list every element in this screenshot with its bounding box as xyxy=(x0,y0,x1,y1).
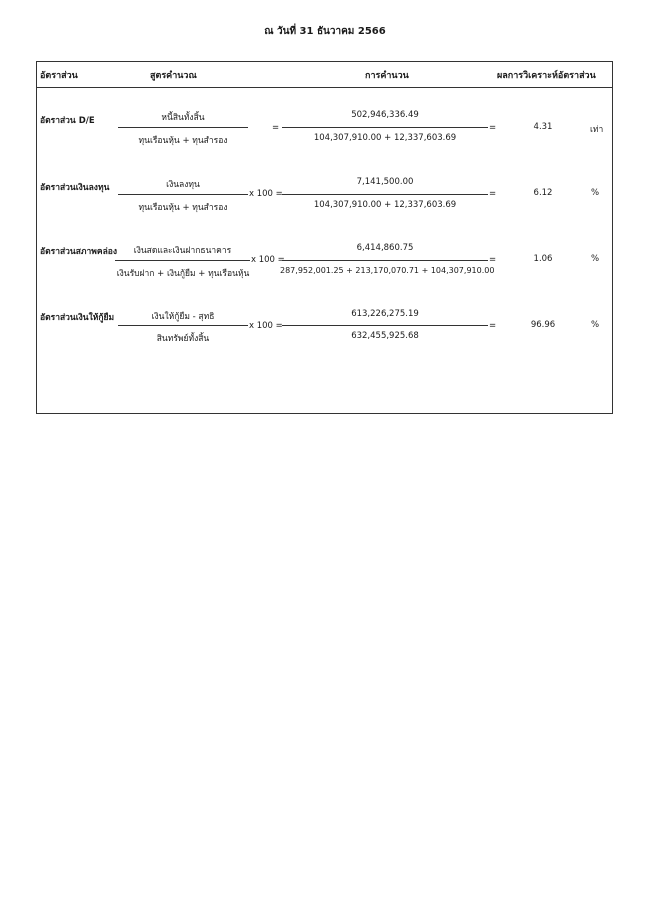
formula-fraction-bar xyxy=(118,127,248,128)
formula-operator: x 100 = xyxy=(249,321,283,331)
header-calculation: การคำนวน xyxy=(365,71,409,81)
formula-operator: x 100 = xyxy=(251,255,285,265)
calc-numerator: 6,414,860.75 xyxy=(356,243,414,253)
formula-operator: x 100 = xyxy=(249,189,283,199)
calc-denominator: 104,307,910.00 + 12,337,603.69 xyxy=(313,133,457,143)
calc-numerator: 502,946,336.49 xyxy=(351,110,419,120)
row-name: อัตราส่วนสภาพคล่อง xyxy=(40,247,118,257)
calc-equals: = xyxy=(489,255,497,265)
result-value: 4.31 xyxy=(533,122,553,132)
calc-equals: = xyxy=(489,123,497,133)
result-unit: เท่า xyxy=(590,125,604,135)
formula-fraction-bar xyxy=(115,260,250,261)
result-unit: % xyxy=(591,188,600,198)
formula-denominator: ทุนเรือนหุ้น + ทุนสำรอง xyxy=(138,136,228,146)
result-value: 1.06 xyxy=(533,254,553,264)
header-result: ผลการวิเคราะห์อัตราส่วน xyxy=(497,71,596,81)
row-name: อัตราส่วนเงินให้กู้ยืม xyxy=(40,313,115,323)
formula-numerator: หนี้สินทั้งสิ้น xyxy=(161,113,205,123)
calc-fraction-bar xyxy=(282,260,488,261)
formula-operator: = xyxy=(272,123,280,133)
calc-numerator: 7,141,500.00 xyxy=(356,177,414,187)
formula-numerator: เงินให้กู้ยืม - สุทธิ xyxy=(151,312,215,322)
result-unit: % xyxy=(591,320,600,330)
formula-denominator: ทุนเรือนหุ้น + ทุนสำรอง xyxy=(138,203,228,213)
header-divider xyxy=(36,87,613,88)
page-title: ณ วันที่ 31 ธันวาคม 2566 xyxy=(264,26,386,37)
result-unit: % xyxy=(591,254,600,264)
calc-fraction-bar xyxy=(282,194,488,195)
formula-denominator: เงินรับฝาก + เงินกู้ยืม + ทุนเรือนหุ้น xyxy=(116,269,250,279)
formula-fraction-bar xyxy=(118,325,248,326)
calc-equals: = xyxy=(489,189,497,199)
header-formula: สูตรคำนวณ xyxy=(150,71,197,81)
calc-fraction-bar xyxy=(282,325,488,326)
result-value: 6.12 xyxy=(533,188,553,198)
calc-equals: = xyxy=(489,321,497,331)
header-ratio: อัตราส่วน xyxy=(40,71,78,81)
formula-numerator: เงินลงทุน xyxy=(166,180,200,190)
row-name: อัตราส่วนเงินลงทุน xyxy=(40,183,110,193)
calc-denominator: 632,455,925.68 xyxy=(351,331,419,341)
row-name: อัตราส่วน D/E xyxy=(40,116,95,126)
formula-denominator: สินทรัพย์ทั้งสิ้น xyxy=(156,334,210,344)
formula-numerator: เงินสดและเงินฝากธนาคาร xyxy=(133,246,232,256)
calc-denominator: 104,307,910.00 + 12,337,603.69 xyxy=(313,200,457,210)
result-value: 96.96 xyxy=(530,320,556,330)
calc-denominator: 287,952,001.25 + 213,170,070.71 + 104,307,910.00 xyxy=(280,266,495,275)
calc-fraction-bar xyxy=(282,127,488,128)
calc-numerator: 613,226,275.19 xyxy=(351,309,419,319)
formula-fraction-bar xyxy=(118,194,248,195)
